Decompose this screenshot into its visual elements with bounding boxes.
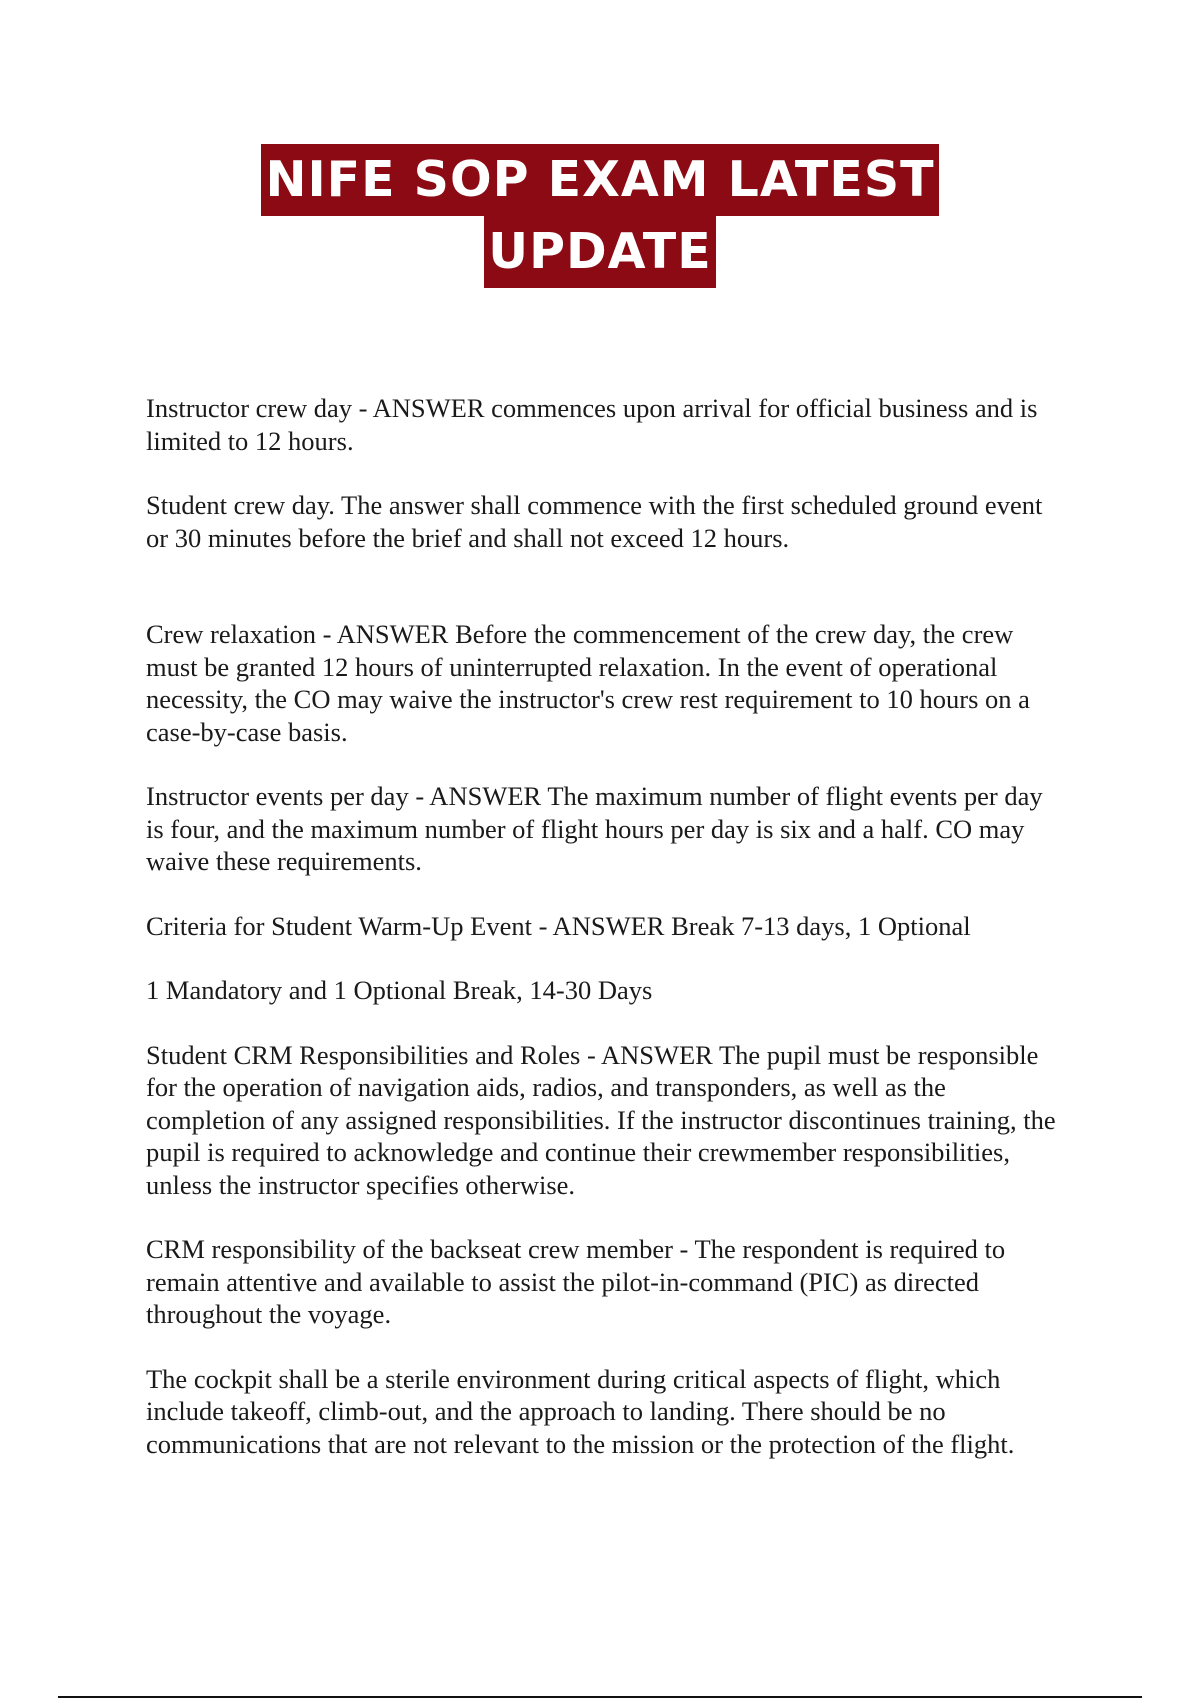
- document-title: [0, 144, 1200, 288]
- paragraph-instructor-crew-day: Instructor crew day - ANSWER commences upon arrival for official business and is limited to 12 hours.: [146, 393, 1038, 456]
- document-body: [146, 392, 1066, 1492]
- title-line-2: UPDATE: [484, 216, 715, 288]
- paragraph-student-crm: Student CRM Responsibilities and Roles - ANSWER The pupil must be responsible for the operation of navigation aids, radios, and transponders, as well as the completion of any assigned responsibilities. If the instructor discontinues training, the pupil is required to acknowledge and continue their crewmember responsibilities, unless the instructor specifies otherwise.: [146, 1039, 1056, 1200]
- paragraph-sterile-cockpit: The cockpit shall be a sterile environment during critical aspects of flight, which include takeoff, climb-out, and the approach to landing. There should be no communications that are not relevant to the mission or the protection of the flight.: [146, 1363, 1015, 1459]
- paragraph-backseat-crm: CRM responsibility of the backseat crew member - The respondent is required to remain attentive and available to assist the pilot-in-command (PIC) as directed throughout the voyage.: [146, 1234, 1006, 1329]
- paragraph-instructor-events: Instructor events per day - ANSWER The maximum number of flight events per day is four, and the maximum number of flight hours per day is six and a half. CO may waive these requirements.: [146, 781, 1043, 876]
- paragraph-warm-up-criteria: Criteria for Student Warm-Up Event - ANSWER Break 7-13 days, 1 Optional: [146, 910, 971, 941]
- footer-divider: [58, 1696, 1142, 1698]
- title-line-1: NIFE SOP EXAM LATEST: [261, 144, 938, 216]
- paragraph-crew-relaxation: Crew relaxation - ANSWER Before the commencement of the crew day, the crew must be granted 12 hours of uninterrupted relaxation. In the event of operational necessity, the CO may waive the instructor's crew rest requirement to 10 hours on a case-by-case basis.: [146, 619, 1030, 747]
- paragraph-mandatory-break: 1 Mandatory and 1 Optional Break, 14-30 Days: [146, 975, 653, 1005]
- paragraph-student-crew-day: Student crew day. The answer shall commence with the first scheduled ground event or 30 minutes before the brief and shall not exceed 12 hours.: [146, 490, 1043, 553]
